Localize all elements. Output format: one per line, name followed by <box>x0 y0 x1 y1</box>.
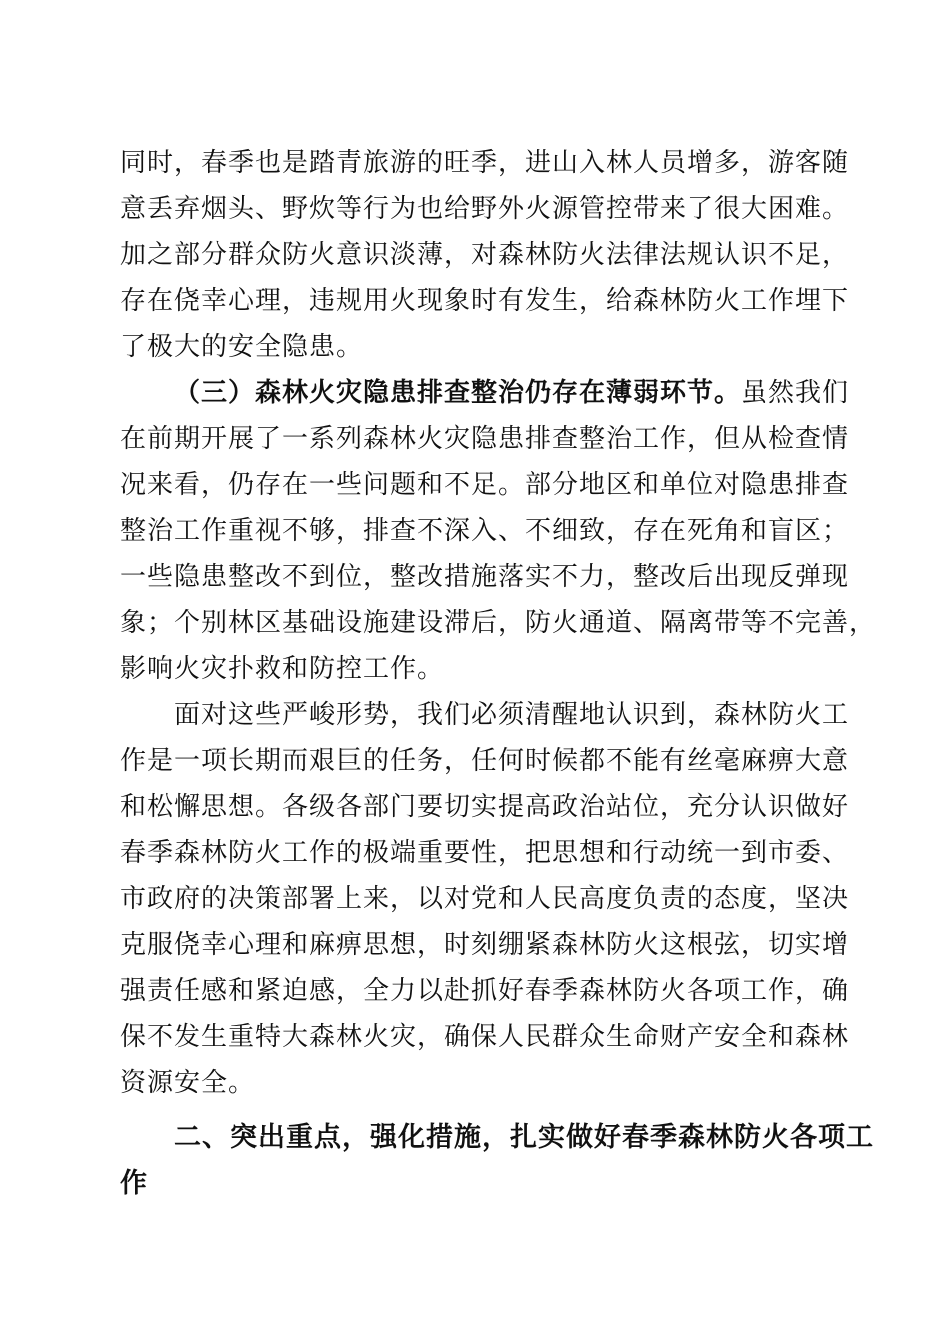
section-heading <box>120 1114 874 1206</box>
text-line: 象；个别林区基础设施建设滞后，防火通道、隔离带等不完善， <box>120 608 877 638</box>
text-line: 和松懈思想。各级各部门要切实提高政治站位，充分认识做好 <box>120 792 850 822</box>
text-line: 影响火灾扑救和防控工作。 <box>120 654 445 684</box>
heading-line: 二、突出重点，强化措施，扎实做好春季森林防火各项工 <box>174 1122 874 1153</box>
text-line: 强责任感和紧迫感，全力以赴抓好春季森林防火各项工作，确 <box>120 976 850 1006</box>
text-line: 资源安全。 <box>120 1068 256 1098</box>
heading-line: 作 <box>120 1168 148 1199</box>
paragraph-hazard-rectification <box>120 370 877 692</box>
text-line: 春季森林防火工作的极端重要性，把思想和行动统一到市委、 <box>120 838 850 868</box>
text-line: 整治工作重视不够，排查不深入、不细致，存在死角和盲区； <box>120 516 850 546</box>
text-line: 作是一项长期而艰巨的任务，任何时候都不能有丝毫麻痹大意 <box>120 746 850 776</box>
text-line: 面对这些严峻形势，我们必须清醒地认识到，森林防火工 <box>174 700 850 730</box>
text-line: 一些隐患整改不到位，整改措施落实不力，整改后出现反弹现 <box>120 562 850 592</box>
text-line <box>120 370 850 416</box>
text-run: 虽然我们 <box>741 378 850 408</box>
paragraph-tourism-risk <box>120 140 850 370</box>
text-line: 加之部分群众防火意识淡薄，对森林防火法律法规认识不足， <box>120 240 850 270</box>
text-line: 况来看，仍存在一些问题和不足。部分地区和单位对隐患排查 <box>120 470 850 500</box>
text-line: 保不发生重特大森林火灾，确保人民群众生命财产安全和森林 <box>120 1022 850 1052</box>
paragraph-situation-awareness <box>120 692 850 1106</box>
document-page <box>120 140 877 1206</box>
text-line: 同时，春季也是踏青旅游的旺季，进山入林人员增多，游客随 <box>120 148 850 178</box>
text-line: 在前期开展了一系列森林火灾隐患排查整治工作，但从检查情 <box>120 424 850 454</box>
text-line: 存在侥幸心理，违规用火现象时有发生，给森林防火工作埋下 <box>120 286 850 316</box>
text-line: 了极大的安全隐患。 <box>120 332 364 362</box>
text-line: 市政府的决策部署上来，以对党和人民高度负责的态度，坚决 <box>120 884 850 914</box>
text-line: 克服侥幸心理和麻痹思想，时刻绷紧森林防火这根弦，切实增 <box>120 930 850 960</box>
text-line: 意丢弃烟头、野炊等行为也给野外火源管控带来了很大困难。 <box>120 194 850 224</box>
section-subheading: （三）森林火灾隐患排查整治仍存在薄弱环节。 <box>174 378 742 408</box>
